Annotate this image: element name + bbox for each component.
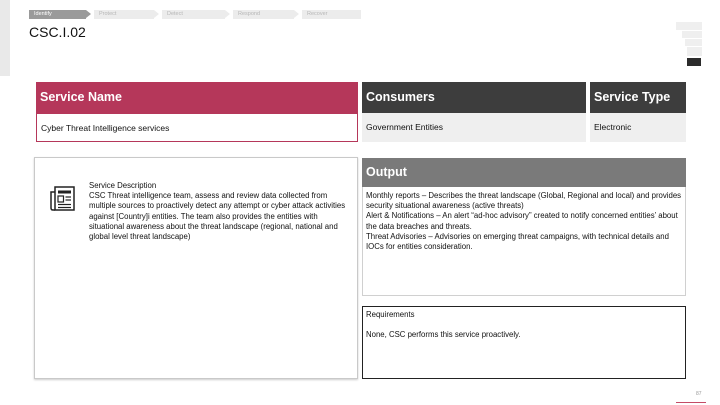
service-code: CSC.I.02 — [29, 24, 86, 40]
description-title: Service Description — [89, 181, 157, 190]
consumers-value: Government Entities — [362, 113, 586, 142]
service-name-value: Cyber Threat Intelligence services — [36, 113, 358, 142]
newspaper-icon — [49, 185, 76, 212]
consumers-header: Consumers — [362, 82, 586, 113]
output-line: Monthly reports – Describes the threat landscape (Global, Regional and local) and provides security situational awareness (active threats) — [366, 191, 682, 211]
output-list — [366, 191, 684, 252]
page-underline — [676, 402, 706, 403]
output-header: Output — [362, 158, 686, 187]
step-identify[interactable]: Identify — [29, 10, 86, 19]
step-respond[interactable]: Respond — [233, 10, 294, 19]
step-recover[interactable]: Recover — [302, 10, 361, 19]
corner-logo — [676, 22, 702, 68]
step-protect[interactable]: Protect — [94, 10, 154, 19]
service-type-header: Service Type — [590, 82, 686, 113]
process-steps — [29, 10, 361, 19]
requirements-body: None, CSC performs this service proactively. — [366, 330, 521, 339]
service-type-value: Electronic — [590, 113, 686, 142]
page-number: 87 — [696, 391, 702, 397]
service-description — [89, 181, 354, 242]
output-line: Threat Advisories – Advisories on emerging threat campaigns, with technical details and IOCs for entities consideration. — [366, 231, 669, 252]
description-body: CSC Threat intelligence team, assess and review data collected from multiple sources to proactively detect any attempt or cyber attack activities against [Country]i entities. The team also provides the entities with situational awareness about the threat landscape (regional, national and global level threat landscape) — [89, 191, 346, 242]
service-name-header: Service Name — [36, 82, 358, 113]
requirements-title: Requirements — [366, 310, 415, 319]
output-line: Alert & Notifications – An alert “ad-hoc advisory” created to notify concerned entities’ about the data breaches and threats. — [366, 211, 678, 231]
left-accent-bar — [0, 0, 10, 76]
step-detect[interactable]: Detect — [162, 10, 225, 19]
